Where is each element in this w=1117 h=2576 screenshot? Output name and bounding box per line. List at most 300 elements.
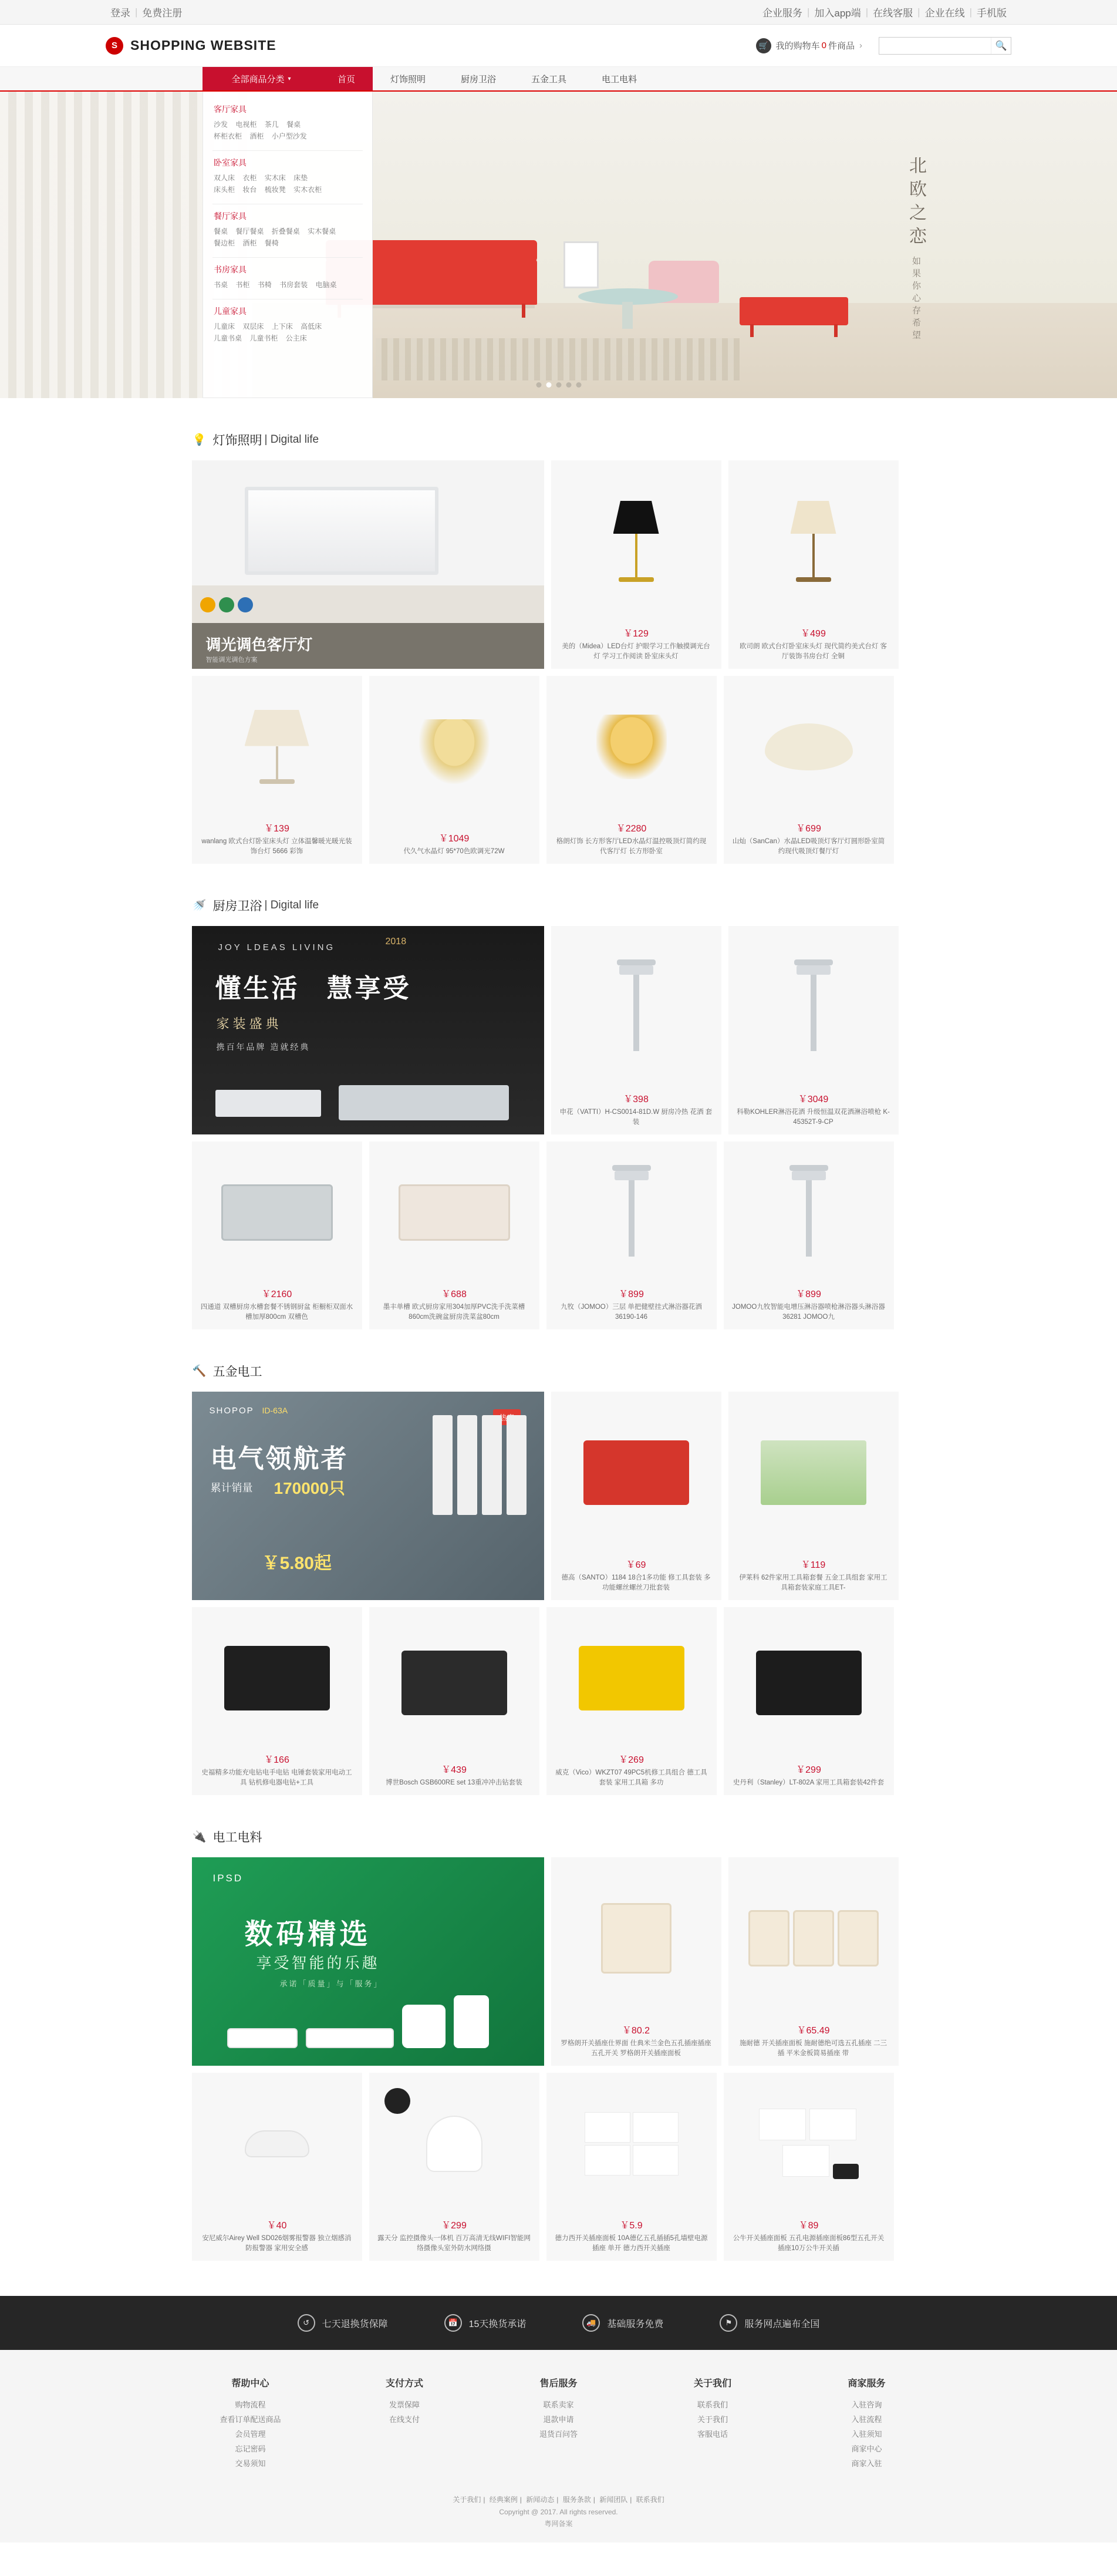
product-desc: 欧司朗 欧式台灯卧室床头灯 现代简约美式台灯 客厅装饰书房台灯 全铜 <box>739 643 887 660</box>
hero-ottoman <box>740 297 848 325</box>
section-title: 五金电工 <box>212 1365 262 1379</box>
product-card[interactable] <box>369 1607 539 1795</box>
product-price: ￥2280 <box>616 824 647 834</box>
product-card[interactable] <box>551 1857 721 2066</box>
product-desc: 公牛开关插座面板 五孔电源插座面板86型五孔开关插座10万公牛开关插 <box>733 2235 885 2252</box>
product-price: ￥398 <box>623 1095 649 1105</box>
ceiling-lamp <box>765 723 853 770</box>
hero-dot-2[interactable] <box>546 382 551 388</box>
category-link[interactable]: 衣柜 <box>242 174 257 182</box>
product-desc: 德高（SANTO）1184 18合1多功能 修工具套装 多功能螺丝螺丝刀批套装 <box>561 1574 711 1591</box>
topbar-divider: | <box>969 6 972 18</box>
category-link[interactable]: 酒柜 <box>249 132 264 140</box>
category-link[interactable]: 书房套装 <box>279 281 308 289</box>
badge-icon <box>200 597 215 612</box>
footer-bottom-link[interactable]: 关于我们 <box>453 2496 481 2504</box>
promo-banner-electrical[interactable] <box>192 1857 544 2066</box>
hero-banner[interactable] <box>0 92 1117 398</box>
category-link[interactable]: 儿童书柜 <box>249 334 278 342</box>
product-desc: 博世Bosch GSB600RE set 13重冲冲击钻套装 <box>386 1779 522 1786</box>
product-card[interactable] <box>546 1607 717 1795</box>
product-desc: 申花（VATTI）H-CS0014-81D.W 厨房冷热 花洒 套装 <box>559 1109 713 1126</box>
hero-dot-4[interactable] <box>566 382 571 388</box>
product-image <box>369 1607 539 1759</box>
product-image <box>546 2073 717 2214</box>
category-group-dining <box>203 207 372 255</box>
product-price: ￥2160 <box>261 1289 292 1299</box>
banner-line1: 电气领航者 <box>210 1444 349 1473</box>
product-price: ￥166 <box>264 1755 289 1765</box>
service-label: 服务网点遍布全国 <box>744 2319 820 2329</box>
drill-case <box>401 1651 507 1715</box>
product-card[interactable] <box>369 676 539 864</box>
product-card[interactable] <box>192 1607 362 1795</box>
product-image <box>546 1607 717 1749</box>
topbar-link-mobile[interactable]: 手机版 <box>977 8 1007 19</box>
hero-carousel-dots[interactable] <box>536 382 581 388</box>
category-title-dining[interactable]: 餐厅家具 <box>214 211 247 221</box>
service-item-nationwide[interactable] <box>720 2314 819 2332</box>
shower-faucet <box>629 1169 635 1257</box>
category-link[interactable]: 妆台 <box>242 186 257 194</box>
brand-logo[interactable] <box>106 37 276 55</box>
category-link[interactable]: 餐厅餐桌 <box>235 227 264 235</box>
all-categories-button[interactable] <box>203 67 320 90</box>
feature-subtitle: 智能调光调色方案 <box>205 656 258 664</box>
product-image <box>546 1141 717 1283</box>
banner-count-value: 170000只 <box>274 1479 345 1497</box>
product-image <box>724 676 894 817</box>
banner-line1: 懂生活 <box>215 974 300 1003</box>
hero-dot-1[interactable] <box>536 382 541 388</box>
double-sink <box>221 1184 333 1241</box>
tool-case-black <box>224 1646 330 1710</box>
service-label: 基础服务免费 <box>607 2319 664 2329</box>
security-camera <box>426 2116 482 2172</box>
product-grid-lighting <box>192 460 926 864</box>
product-card[interactable] <box>551 1392 721 1600</box>
search-button[interactable] <box>991 38 1011 54</box>
product-price: ￥69 <box>626 1560 646 1570</box>
footer-link[interactable]: 购物流程 <box>235 2400 266 2409</box>
banner-brand: SHOPOP <box>209 1406 254 1416</box>
footer-link[interactable]: 联系我们 <box>697 2400 728 2409</box>
category-link[interactable]: 餐桌 <box>286 120 301 129</box>
category-link[interactable]: 儿童床 <box>214 322 235 331</box>
product-image <box>551 926 721 1088</box>
topbar-link-login[interactable]: 登录 <box>110 8 130 19</box>
map-icon: ⚑ <box>720 2314 737 2332</box>
badge-icon <box>238 597 253 612</box>
banner-price: ￥5.80起 <box>262 1554 332 1573</box>
product-image <box>728 1392 899 1554</box>
category-link[interactable]: 书桌 <box>214 281 228 289</box>
cart-count: 0 <box>821 41 826 50</box>
footer-col-merchant <box>829 2376 905 2471</box>
shower-faucet <box>806 1169 812 1257</box>
product-price: ￥65.49 <box>797 2026 830 2036</box>
footer-bottom-link[interactable]: 联系我们 <box>636 2496 664 2504</box>
footer-link[interactable]: 商家入驻 <box>851 2459 882 2468</box>
footer-link[interactable]: 交易须知 <box>235 2459 266 2468</box>
product-price: ￥129 <box>623 629 649 639</box>
product-desc: 伊莱科 62件家用工具箱套餐 五金工具组套 家用工具箱套装家庭工具ET- <box>739 1574 887 1591</box>
topbar-link-online-service[interactable]: 在线客服 <box>873 8 913 19</box>
single-sink <box>399 1184 510 1241</box>
divider <box>212 150 363 151</box>
product-card[interactable] <box>546 2073 717 2261</box>
service-item-return[interactable] <box>298 2314 388 2332</box>
product-card[interactable] <box>724 1141 894 1329</box>
footer-columns <box>212 2376 905 2471</box>
product-card-feature[interactable] <box>192 460 544 669</box>
category-title-living[interactable]: 客厅家具 <box>214 105 247 114</box>
desk-lamp-black <box>613 501 659 582</box>
category-link[interactable]: 床垫 <box>293 174 308 182</box>
product-price: ￥499 <box>801 629 826 639</box>
footer-link[interactable]: 会员管理 <box>235 2430 266 2439</box>
product-price: ￥1049 <box>438 834 470 844</box>
product-card[interactable] <box>546 1141 717 1329</box>
site-footer <box>0 2350 1117 2543</box>
promo-banner-hardware[interactable] <box>192 1392 544 1600</box>
section-kitchen-bath <box>192 864 926 1329</box>
tool-set-red <box>583 1440 689 1505</box>
product-grid-kitchen <box>192 926 926 1329</box>
product-card[interactable] <box>369 1141 539 1329</box>
product-card[interactable] <box>728 926 899 1134</box>
hero-rug <box>376 338 740 380</box>
product-card[interactable] <box>728 1392 899 1600</box>
product-desc: 罗格朗开关插座仕界面 仕典米兰金色五孔插座插座 五孔开关 罗格朗开关插座面板 <box>561 2040 711 2057</box>
footer-col-title: 关于我们 <box>693 2379 731 2389</box>
product-price: ￥3049 <box>798 1095 829 1105</box>
product-image <box>728 926 899 1088</box>
footer-col-title: 商家服务 <box>848 2379 886 2389</box>
product-card[interactable] <box>192 676 362 864</box>
brand-name: SHOPPING WEBSITE <box>130 38 276 53</box>
calendar-icon: 📅 <box>444 2314 462 2332</box>
section-title: 电工电料 <box>212 1831 262 1844</box>
product-desc: 露天分 监控摄像头一体机 百万高清无线WIFI智能网络摄像头室外防水网络摄 <box>377 2235 531 2252</box>
service-label: 15天换货承诺 <box>468 2319 527 2329</box>
nav-item-lighting[interactable]: 灯饰照明 <box>390 74 426 85</box>
badge-icon <box>219 597 234 612</box>
footer-link[interactable]: 联系卖家 <box>543 2400 574 2409</box>
hero-text <box>906 156 926 343</box>
product-card[interactable] <box>551 460 721 669</box>
product-desc: 九牧（JOMOO）三层 单把健壁挂式淋浴器花洒36190-146 <box>561 1304 702 1321</box>
topbar-left-links <box>106 5 187 19</box>
section-electrical <box>192 1795 926 2261</box>
product-image <box>192 1141 362 1283</box>
truck-icon: 🚚 <box>582 2314 600 2332</box>
category-panel <box>203 92 373 398</box>
product-price: ￥899 <box>796 1289 821 1299</box>
product-image <box>192 1607 362 1749</box>
ceiling-panel-light <box>245 487 438 575</box>
category-links-study <box>214 279 362 291</box>
category-link[interactable]: 双人床 <box>214 174 235 182</box>
banner-sub: 享受智能的乐趣 <box>256 1954 380 1972</box>
category-title-study[interactable]: 书房家具 <box>214 265 247 274</box>
category-link[interactable]: 双层床 <box>242 322 264 331</box>
banner-count-label: 累计销量 <box>210 1482 253 1494</box>
product-image <box>551 1857 721 2019</box>
service-item-free-service[interactable] <box>582 2314 663 2332</box>
product-price: ￥899 <box>619 1289 644 1299</box>
category-link[interactable]: 酒柜 <box>242 239 257 247</box>
category-link[interactable]: 茶几 <box>264 120 279 129</box>
product-desc: 威克（Vico）WKZT07 49PC5机修工具组合 德工具套装 家用工具箱 多功 <box>555 1769 707 1786</box>
topbar-divider: | <box>865 6 869 18</box>
footer-link[interactable]: 查看订单配送商品 <box>220 2415 281 2424</box>
footer-col-aftersales <box>521 2376 597 2471</box>
category-link[interactable]: 高低床 <box>301 322 322 331</box>
section-title: 灯饰照明 <box>212 434 262 447</box>
product-image <box>192 2073 362 2214</box>
product-price: ￥80.2 <box>622 2026 650 2036</box>
banner-english: JOY LDEAS LIVING <box>218 942 336 952</box>
section-lighting <box>192 398 926 864</box>
product-image <box>546 676 717 817</box>
category-link[interactable]: 小户型沙发 <box>271 132 307 140</box>
banner-english: IPSD <box>212 1873 244 1884</box>
category-link[interactable]: 儿童书桌 <box>214 334 242 342</box>
category-link[interactable]: 书椅 <box>257 281 272 289</box>
service-label: 七天退换货保障 <box>322 2319 388 2329</box>
all-categories-label: 全部商品分类 <box>231 74 285 85</box>
site-header <box>0 25 1117 67</box>
product-image <box>551 460 721 622</box>
return-icon: ↺ <box>298 2314 315 2332</box>
topbar-link-join-app[interactable]: 加入app端 <box>814 8 861 19</box>
product-card[interactable] <box>724 1607 894 1795</box>
banner-sub: 家装盛典 <box>216 1016 282 1031</box>
category-link[interactable]: 餐桌 <box>214 227 228 235</box>
footer-link[interactable]: 入驻咨询 <box>851 2400 882 2409</box>
product-price: ￥89 <box>798 2221 819 2231</box>
chevron-right-icon: › <box>859 41 862 50</box>
product-image <box>369 676 539 827</box>
product-desc: 墨丰单槽 欧式厨房家用304加厚PVC洗手洗菜槽860cm洗碗盆厨房洗菜盆80cm <box>383 1304 525 1321</box>
hero-dot-3[interactable] <box>556 382 561 388</box>
footer-link[interactable]: 在线支付 <box>389 2415 420 2424</box>
product-grid-electrical <box>192 1857 926 2261</box>
search-icon: 🔍 <box>995 41 1007 51</box>
footer-link[interactable]: 商家中心 <box>851 2444 882 2453</box>
banner-product-shape <box>215 1090 321 1117</box>
search-box[interactable] <box>879 37 1011 55</box>
banner-breakers <box>433 1415 527 1515</box>
category-title-kids[interactable]: 儿童家具 <box>214 307 247 316</box>
product-desc: 施耐德 开关插座面板 施耐德绝可选五孔插座 二三插 平米金板简易插座 带 <box>739 2040 887 2057</box>
product-card[interactable] <box>369 2073 539 2261</box>
product-desc: 安尼威尔Airey Well SD026烟雾报警器 独立烟感消防报警器 家用安全感 <box>202 2235 352 2252</box>
service-item-exchange[interactable] <box>444 2314 527 2332</box>
footer-bottom-links: 关于我们 | 经典案例 | 新闻动态 | 服务条款 | 新闻团队 | 联系我们 <box>0 2493 1117 2506</box>
footer-col-help <box>212 2376 289 2471</box>
cart-label: 我的购物车 <box>775 41 820 51</box>
product-price: ￥299 <box>441 2221 467 2231</box>
nav-items <box>320 67 654 90</box>
footer-link[interactable]: 入驻须知 <box>851 2430 882 2439</box>
footer-icp: 粤网备案 <box>544 2520 573 2528</box>
footer-bottom-link[interactable]: 新闻动态 <box>526 2496 555 2504</box>
category-title-bedroom[interactable]: 卧室家具 <box>214 158 247 167</box>
category-links-kids <box>214 321 362 344</box>
product-image <box>551 1392 721 1554</box>
product-image <box>724 2073 894 2214</box>
product-card[interactable] <box>546 676 717 864</box>
product-desc: 代久气水晶灯 95*70色欧调光72W <box>403 848 505 855</box>
footer-link[interactable]: 退货百问答 <box>539 2430 578 2439</box>
divider <box>212 257 363 258</box>
search-input[interactable] <box>879 38 991 54</box>
socket-with-cable <box>759 2109 859 2179</box>
chevron-down-icon: ▾ <box>288 75 291 82</box>
product-image <box>728 1857 899 2019</box>
banner-line2: 慧享受 <box>326 974 411 1003</box>
product-card[interactable] <box>724 2073 894 2261</box>
header-right <box>756 37 1011 55</box>
category-link[interactable]: 餐边柜 <box>214 239 235 247</box>
lamp-icon: 💡 <box>192 434 207 446</box>
tool-set-green <box>761 1440 866 1505</box>
category-link[interactable]: 折叠餐桌 <box>271 227 300 235</box>
hero-dot-5[interactable] <box>576 382 581 388</box>
section-subtitle: | Digital life <box>264 899 319 911</box>
product-desc: 格朗灯饰 长方形客厅LED水晶灯温控吸顶灯简约现代客厅灯 长方形卧室 <box>556 838 707 855</box>
product-image <box>728 460 899 622</box>
topbar-link-register[interactable]: 免费注册 <box>142 8 183 19</box>
category-link[interactable]: 电视柜 <box>235 120 257 129</box>
banner-product-shape <box>339 1085 509 1120</box>
hero-picture-frame <box>563 241 599 288</box>
cart-label-suffix: 件商品 <box>828 41 855 51</box>
banner-tag: 承诺「质量」与「服务」 <box>279 1979 383 1988</box>
product-image <box>369 2073 539 2214</box>
nav-item-electrical[interactable]: 电工电料 <box>602 74 637 85</box>
section-hardware <box>192 1329 926 1795</box>
top-bar <box>0 0 1117 25</box>
hero-table-stand <box>622 302 633 329</box>
product-price: ￥688 <box>441 1289 467 1299</box>
footer-bottom-link[interactable]: 服务条款 <box>562 2496 591 2504</box>
product-card[interactable] <box>728 460 899 669</box>
hero-subline: 如果你心存希望 <box>911 256 921 343</box>
category-link[interactable]: 沙发 <box>214 120 228 129</box>
category-link[interactable]: 上下床 <box>271 322 293 331</box>
product-image <box>724 1141 894 1283</box>
nav-item-home[interactable]: 首页 <box>320 67 373 90</box>
product-price: ￥139 <box>264 824 289 834</box>
footer-copyright: Copyright @ 2017. All rights reserved. <box>499 2508 618 2516</box>
category-link[interactable]: 床头柜 <box>214 186 235 194</box>
category-links-living <box>214 119 362 142</box>
plug-icon: 🔌 <box>192 1831 207 1843</box>
shower-faucet <box>633 963 639 1051</box>
product-image <box>724 1607 894 1759</box>
service-bar <box>0 2296 1117 2350</box>
category-group-living <box>203 100 372 148</box>
tool-set-stanley <box>756 1651 862 1715</box>
product-price: ￥5.9 <box>620 2221 643 2231</box>
product-image <box>369 1141 539 1283</box>
product-desc: JOMOO九牧智能电增压淋浴器喷枪淋浴器头淋浴器36281 JOMOO九 <box>732 1304 885 1321</box>
promo-banner-kitchen[interactable] <box>192 926 544 1134</box>
product-price: ￥439 <box>441 1765 467 1775</box>
topbar-divider: | <box>917 6 920 18</box>
footer-link[interactable]: 退款申请 <box>543 2415 574 2424</box>
product-desc: 德力西开关插座面板 10A德亿五孔插插5孔墙壁电源插座 单开 德力西开关插座 <box>555 2235 708 2252</box>
category-link[interactable]: 电脑桌 <box>315 281 337 289</box>
category-link[interactable]: 梳妆凳 <box>264 186 286 194</box>
category-link[interactable]: 公主床 <box>285 334 307 342</box>
footer-link[interactable]: 发票保障 <box>389 2400 420 2409</box>
product-card[interactable] <box>192 2073 362 2261</box>
product-price: ￥699 <box>796 824 821 834</box>
product-price: ￥299 <box>796 1765 821 1775</box>
banner-year: 2018 <box>385 937 407 947</box>
product-price: ￥40 <box>266 2221 287 2231</box>
category-links-dining <box>214 225 362 249</box>
category-links-bedroom <box>214 172 362 196</box>
footer-link[interactable]: 入驻流程 <box>851 2415 882 2424</box>
category-link[interactable]: 实木床 <box>264 174 286 182</box>
category-link[interactable]: 实木衣柜 <box>293 186 322 194</box>
white-socket-stack <box>582 2112 681 2176</box>
topbar-link-enterprise-service[interactable]: 企业服务 <box>762 8 802 19</box>
banner-line1: 数码精选 <box>244 1919 372 1950</box>
footer-col-title: 帮助中心 <box>231 2379 269 2389</box>
category-link[interactable]: 书柜 <box>235 281 250 289</box>
footer-link[interactable]: 忘记密码 <box>235 2444 266 2453</box>
footer-col-about <box>674 2376 751 2471</box>
section-subtitle: | Digital life <box>264 433 319 446</box>
feature-title: 调光调色客厅灯 <box>205 636 313 654</box>
footer-link[interactable]: 客服电话 <box>697 2430 728 2439</box>
topbar-link-enterprise-online[interactable]: 企业在线 <box>924 8 965 19</box>
category-link[interactable]: 餐椅 <box>264 239 279 247</box>
category-link[interactable]: 实木餐桌 <box>308 227 336 235</box>
topbar-divider: | <box>806 6 810 18</box>
nav-item-hardware-tools[interactable]: 五金工具 <box>531 74 567 85</box>
product-desc: 山灿（SanCan）水晶LED吸顶灯客厅灯圆形卧室简约现代吸顶灯餐厅灯 <box>732 838 885 855</box>
product-desc: 史福精多功能充电钻电手电钻 电锤套装家用电动工具 钻机修电器电钻+工具 <box>201 1769 352 1786</box>
nav-item-kitchen-bath[interactable]: 厨房卫浴 <box>461 74 497 85</box>
footer-link[interactable]: 关于我们 <box>697 2415 728 2424</box>
category-link[interactable]: 杯柜衣柜 <box>214 132 242 140</box>
hero-headline: 北欧之恋 <box>906 156 926 250</box>
product-card[interactable] <box>192 1141 362 1329</box>
footer-bottom-link[interactable]: 经典案例 <box>489 2496 518 2504</box>
product-desc: wanlang 欧式台灯卧室床头灯 立体温馨暖光暖光装饰台灯 5666 彩饰 <box>201 838 352 855</box>
shower-faucet <box>811 963 816 1051</box>
product-card[interactable] <box>551 926 721 1134</box>
cart-button[interactable] <box>756 38 862 53</box>
section-header-kitchen <box>192 897 926 914</box>
product-card[interactable] <box>724 676 894 864</box>
product-image <box>192 676 362 817</box>
footer-bottom-link[interactable]: 新闻团队 <box>599 2496 628 2504</box>
product-card[interactable] <box>728 1857 899 2066</box>
product-price: ￥269 <box>619 1755 644 1765</box>
table-lamp <box>245 710 309 784</box>
product-desc: 美的（Midea）LED台灯 护眼学习工作触摸调光台灯 学习工作阅读 卧室床头灯 <box>562 643 710 660</box>
hammer-icon: 🔨 <box>192 1365 207 1378</box>
section-title: 厨房卫浴 <box>212 900 262 913</box>
